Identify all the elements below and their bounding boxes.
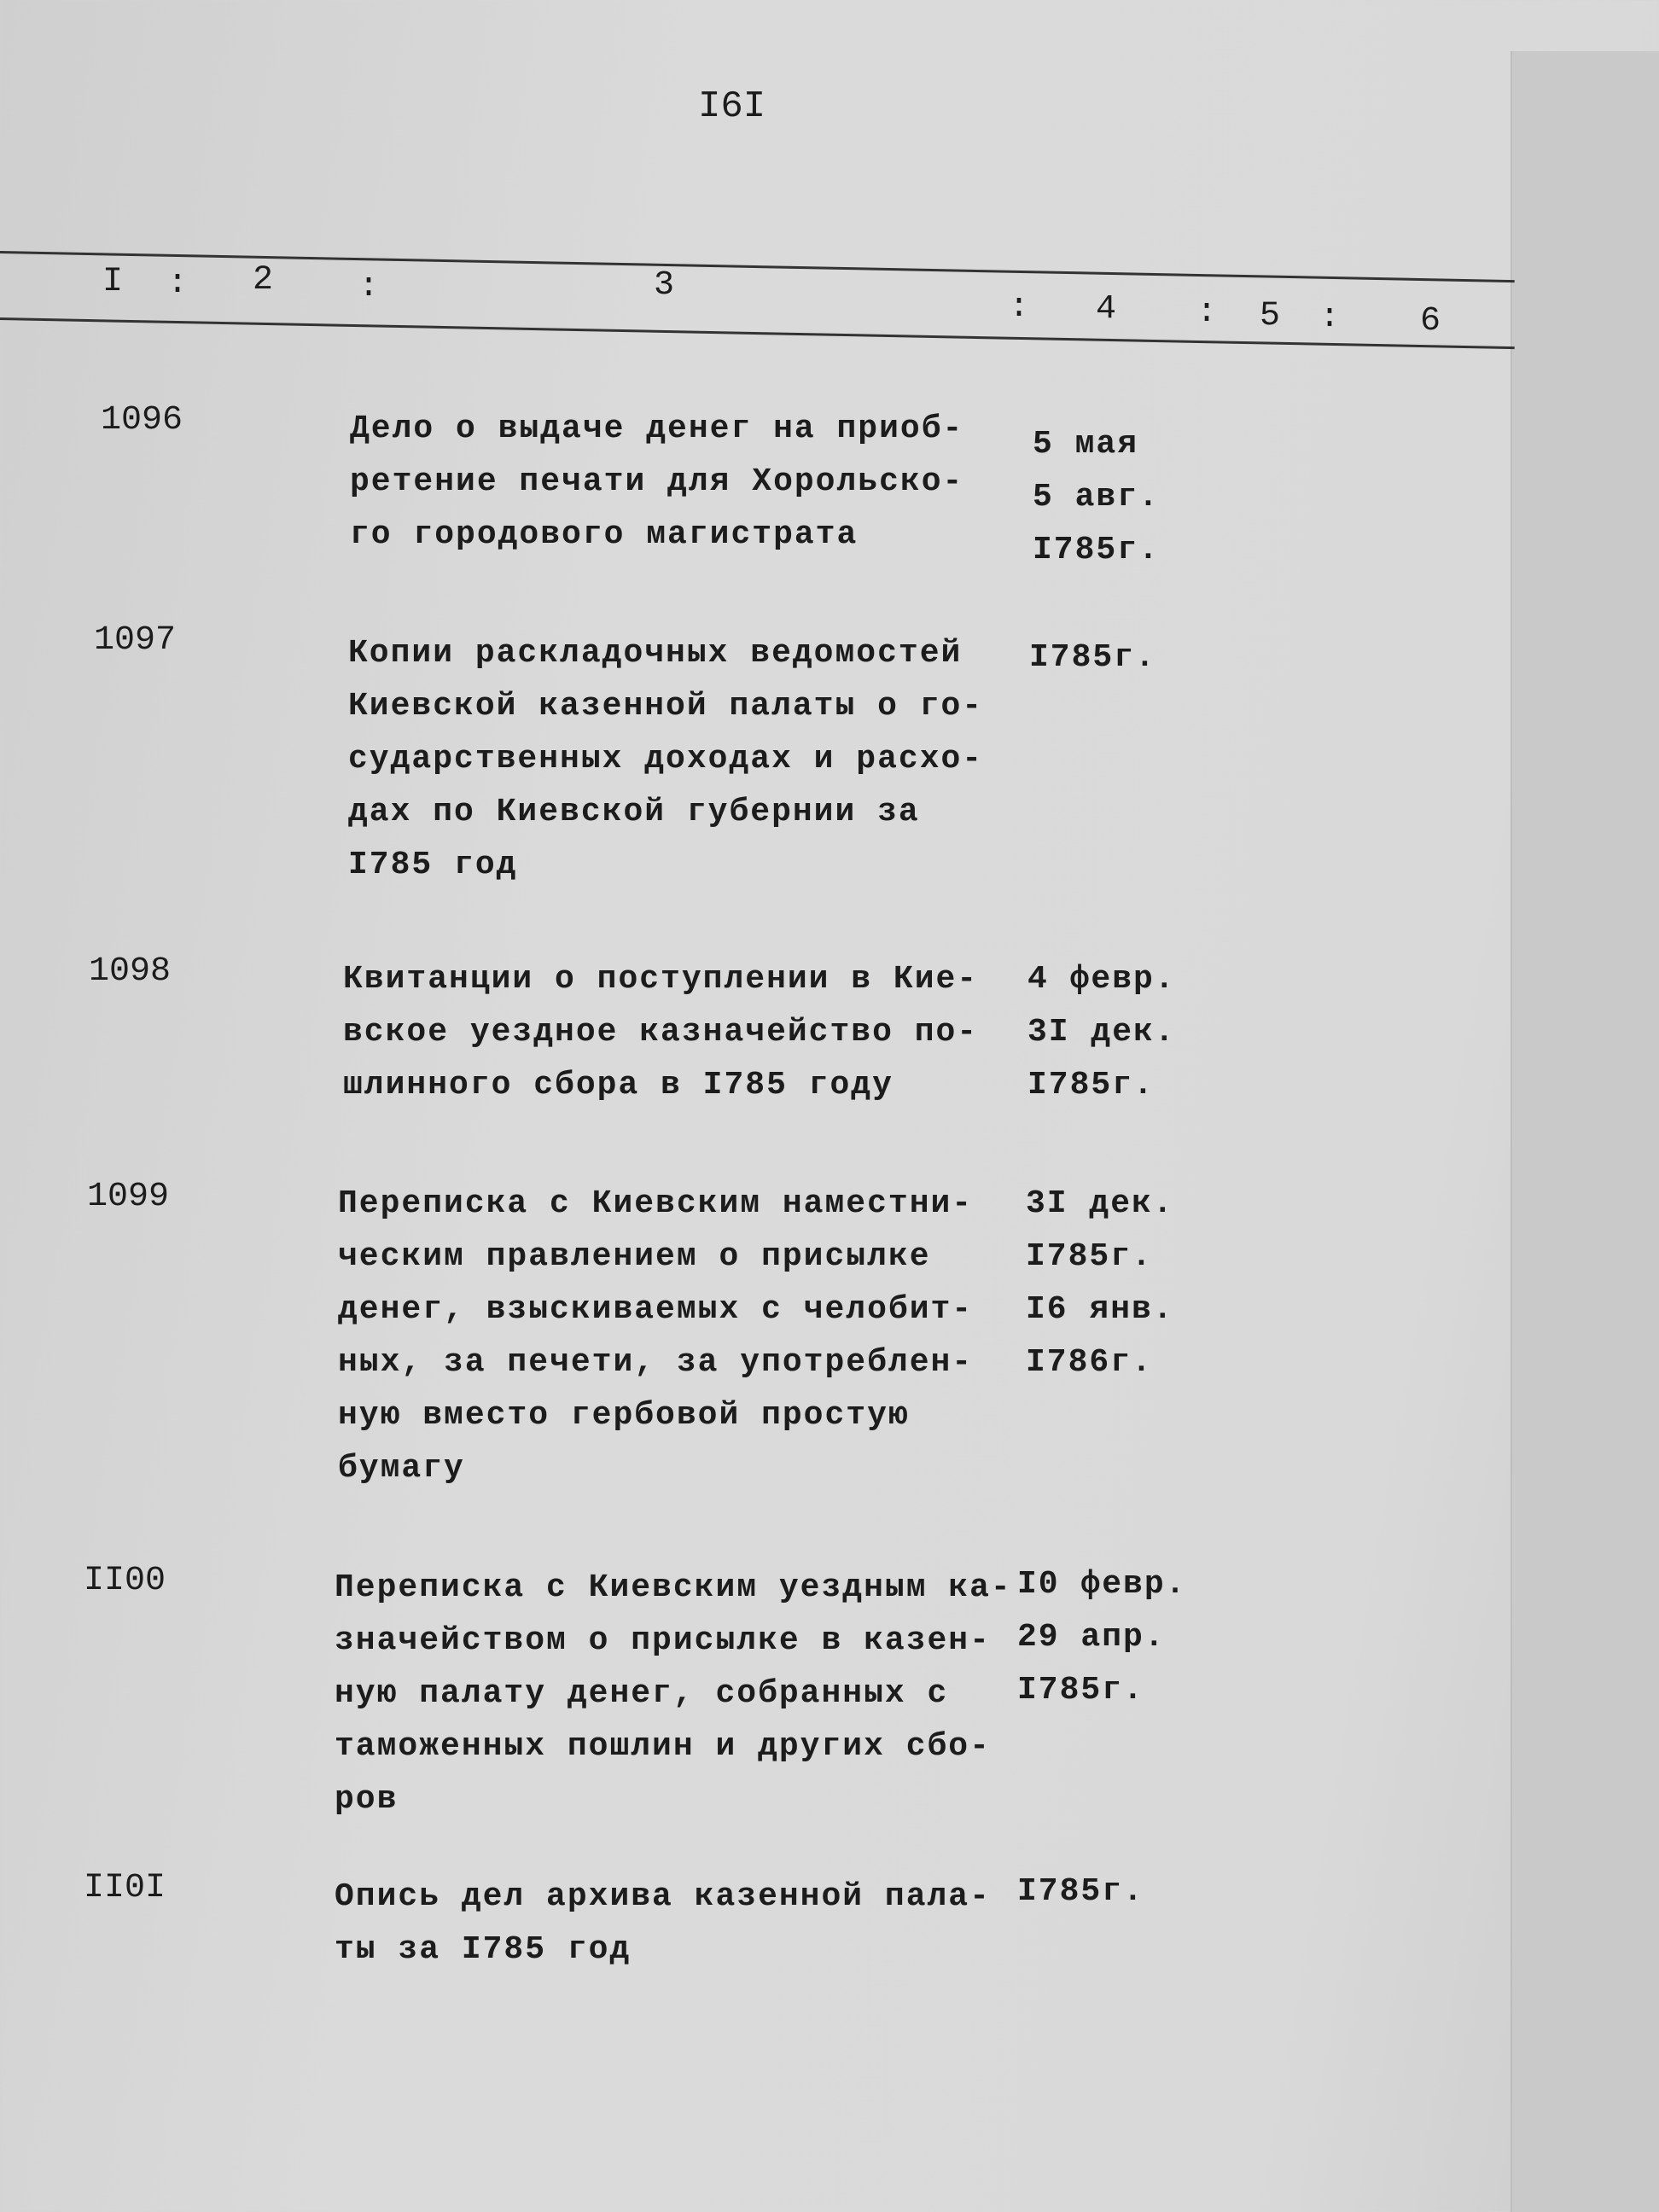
date-line: I785г. [1017,1672,1144,1708]
description-line: ных, за печети, за употреблен- [338,1344,974,1381]
description-line: ную вместо гербовой простую [338,1397,910,1434]
entry-dates [1026,1178,1174,1389]
description-line: таможенных пошлин и других сбо- [335,1728,991,1765]
entry-description [348,627,983,892]
header-col-2: 2 [253,261,274,300]
entry-description [343,953,978,1112]
description-line: ческим правлением о присылке [338,1238,931,1275]
description-line: вское уездное казначейство по- [343,1014,979,1051]
entry-description [335,1871,991,1976]
entry-description [338,1178,973,1495]
description-line: Переписка с Киевским наместни- [338,1185,974,1222]
date-line: 4 февр. [1027,961,1176,998]
header-bottom-rule [0,317,1515,349]
entry-dates [1017,1558,1186,1717]
description-line: ретение печати для Хорольско- [350,463,964,500]
page-number: I6I [698,85,766,128]
header-col-6: 6 [1420,302,1441,341]
description-line: Дело о выдаче денег на приоб- [350,410,964,447]
header-col-1: I [102,263,124,301]
description-line: шлинного сбора в I785 году [343,1067,894,1103]
entry-dates [1017,1866,1144,1918]
date-line: 29 апр. [1017,1619,1166,1656]
date-line: I785г. [1027,1067,1155,1103]
entry-number: 1097 [94,621,177,660]
entry-description [350,403,963,562]
description-line: ты за I785 год [335,1931,632,1968]
description-line: денег, взыскиваемых с челобит- [338,1291,974,1328]
entry-number: II0I [84,1869,166,1907]
date-line: 5 мая [1033,426,1139,463]
description-line: Квитанции о поступлении в Кие- [343,961,979,998]
entry-description [335,1562,1012,1826]
entry-number: 1098 [89,952,172,991]
date-line: I785г. [1033,532,1160,568]
header-separator: : [1009,288,1030,327]
entry-number: II00 [84,1562,166,1600]
date-line: 5 авг. [1033,479,1160,515]
entry-dates [1033,418,1160,577]
date-line: I785г. [1017,1873,1144,1910]
header-separator: : [1319,299,1341,337]
date-line: I6 янв. [1026,1291,1174,1328]
entry-number: 1096 [101,401,183,439]
paper-edge [1511,51,1659,2212]
header-separator: : [358,268,380,306]
description-line: бумагу [338,1450,465,1487]
description-line: Копии раскладочных ведомостей [348,635,963,672]
description-line: I785 год [348,847,518,883]
header-separator: : [1196,294,1218,332]
description-line: значейством о присылке в казен- [335,1622,991,1659]
date-line: 3I дек. [1026,1185,1174,1222]
description-line: Опись дел архива казенной пала- [335,1878,991,1915]
description-line: ров [335,1781,399,1818]
date-line: I786г. [1026,1344,1153,1381]
entry-number: 1099 [87,1178,170,1216]
header-col-5: 5 [1260,297,1281,335]
description-line: Переписка с Киевским уездным ка- [335,1569,1012,1606]
description-line: дах по Киевской губернии за [348,794,920,830]
date-line: I785г. [1029,639,1156,676]
entry-dates [1029,632,1156,684]
date-line: I785г. [1026,1238,1153,1275]
header-col-3: 3 [654,266,675,305]
header-col-4: 4 [1096,290,1117,329]
header-separator: : [167,265,189,303]
date-line: 3I дек. [1027,1014,1176,1051]
entry-dates [1027,953,1176,1112]
description-line: го городового магистрата [350,516,859,553]
header-top-rule [0,251,1515,282]
description-line: Киевской казенной палаты о го- [348,688,984,725]
date-line: I0 февр. [1017,1566,1187,1603]
description-line: сударственных доходах и расхо- [348,741,984,777]
description-line: ную палату денег, собранных с [335,1675,949,1712]
